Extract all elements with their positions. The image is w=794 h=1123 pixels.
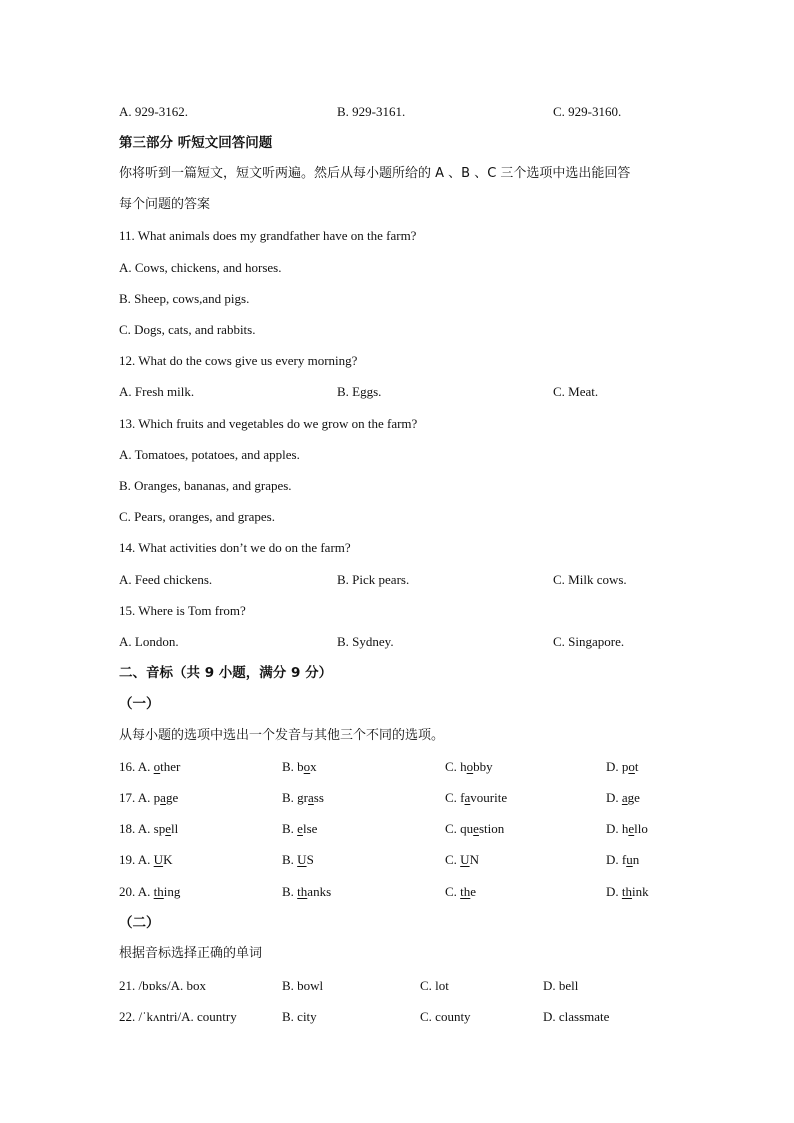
q11-option-a: A. Cows, chickens, and horses.: [119, 260, 282, 275]
q11-option-c: C. Dogs, cats, and rabbits.: [119, 322, 256, 337]
phonics-option-d: D. pot: [606, 759, 639, 774]
phonics-option-d: D. think: [606, 884, 649, 899]
section2-sub1: （一）: [119, 696, 160, 712]
phonics-option-c: C. hobby: [445, 759, 493, 774]
q13-option-c: C. Pears, oranges, and grapes.: [119, 509, 275, 524]
q10-option-a: A. 929-3162.: [119, 104, 188, 119]
q21-option-d: D. bell: [543, 978, 579, 993]
q10-option-b: B. 929-3161.: [337, 104, 406, 119]
part3-title: 第三部分 听短文回答问题: [119, 135, 273, 151]
q15-option-a: A. London.: [119, 634, 179, 649]
phonics-option-a: 20. A. thing: [119, 884, 181, 899]
q11-option-b: B. Sheep, cows,and pigs.: [119, 291, 250, 306]
phonics-option-b: B. else: [282, 821, 318, 836]
q21-option-c: C. lot: [420, 978, 449, 993]
phonics-option-a: 16. A. other: [119, 759, 181, 774]
phonics-option-b: B. grass: [282, 790, 324, 805]
phonics-option-d: D. age: [606, 790, 640, 805]
q14-option-a: A. Feed chickens.: [119, 572, 213, 587]
q14-stem: 14. What activities don’t we do on the farm?: [119, 540, 351, 555]
q12-stem: 12. What do the cows give us every morning?: [119, 353, 358, 368]
q22-question: 22. /ˈkʌntri/A. country: [119, 1009, 237, 1024]
q15-option-c: C. Singapore.: [553, 634, 625, 649]
q12-option-b: B. Eggs.: [337, 384, 382, 399]
q12-option-a: A. Fresh milk.: [119, 384, 195, 399]
phonics-option-b: B. box: [282, 759, 317, 774]
section2-title: 二、音标（共 9 小题，满分 9 分）: [119, 665, 333, 681]
q14-option-c: C. Milk cows.: [553, 572, 627, 587]
phonics-option-c: C. the: [445, 884, 477, 899]
q13-option-a: A. Tomatoes, potatoes, and apples.: [119, 447, 300, 462]
phonics-option-b: B. US: [282, 852, 314, 867]
phonics-option-a: 18. A. spell: [119, 821, 179, 836]
q22-option-b: B. city: [282, 1009, 317, 1024]
q13-stem: 13. Which fruits and vegetables do we grow on the farm?: [119, 416, 418, 431]
phonics-option-a: 17. A. page: [119, 790, 179, 805]
q11-stem: 11. What animals does my grandfather have on the farm?: [119, 228, 417, 243]
phonics-option-b: B. thanks: [282, 884, 332, 899]
q21-question: 21. /bɒks/A. box: [119, 978, 206, 993]
q14-option-b: B. Pick pears.: [337, 572, 410, 587]
phonics-option-c: C. UN: [445, 852, 479, 867]
part3-instruction-2: 每个问题的答案: [119, 197, 211, 212]
q22-option-d: D. classmate: [543, 1009, 610, 1024]
q15-stem: 15. Where is Tom from?: [119, 603, 246, 618]
phonics-option-c: C. favourite: [445, 790, 508, 805]
q12-option-c: C. Meat.: [553, 384, 599, 399]
phonics-option-a: 19. A. UK: [119, 852, 173, 867]
part3-instruction-1: 你将听到一篇短文，短文听两遍。然后从每小题所给的 A 、B 、C 三个选项中选出能回答: [119, 166, 631, 181]
q22-option-c: C. county: [420, 1009, 471, 1024]
phonics-option-d: D. fun: [606, 852, 640, 867]
section2-sub2-instruction: 根据音标选择正确的单词: [119, 946, 263, 961]
q10-option-c: C. 929-3160.: [553, 104, 622, 119]
phonics-option-c: C. question: [445, 821, 505, 836]
section2-sub1-instruction: 从每小题的选项中选出一个发音与其他三个不同的选项。: [119, 728, 445, 743]
q13-option-b: B. Oranges, bananas, and grapes.: [119, 478, 292, 493]
q21-option-b: B. bowl: [282, 978, 324, 993]
section2-sub2: （二）: [119, 915, 160, 931]
phonics-option-d: D. hello: [606, 821, 648, 836]
q15-option-b: B. Sydney.: [337, 634, 394, 649]
